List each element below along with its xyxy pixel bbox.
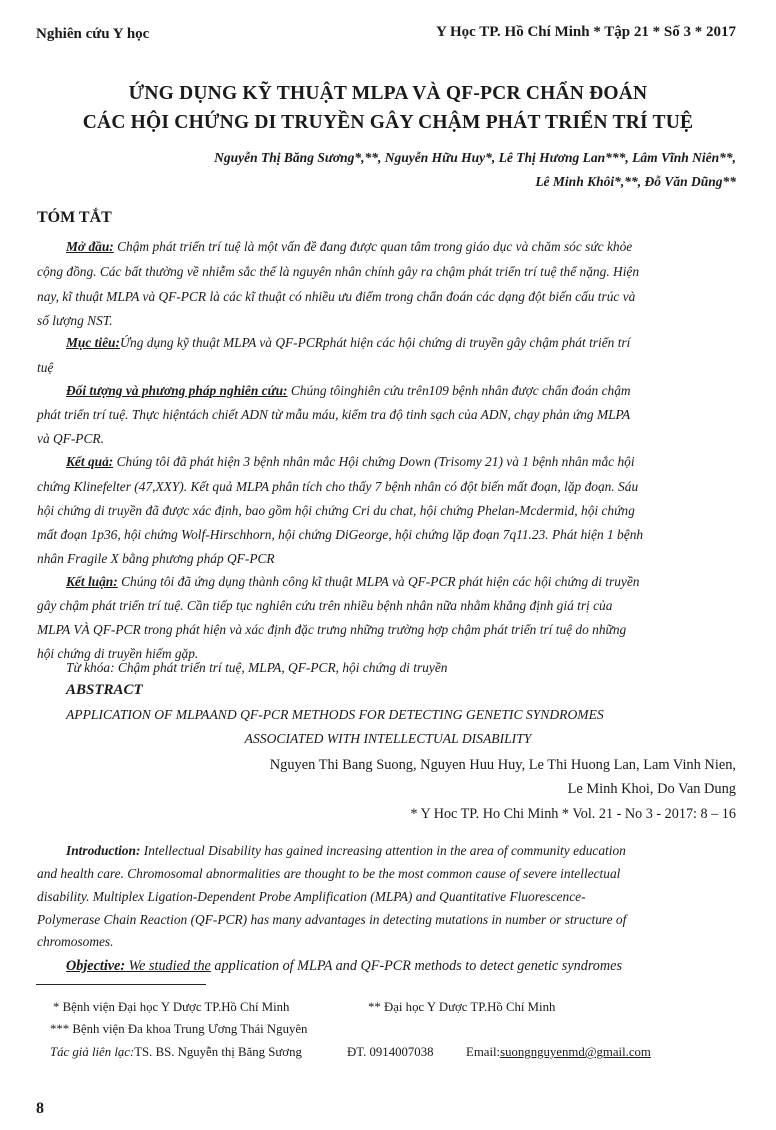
intro-en-line: chromosomes.	[37, 934, 114, 949]
results-vi-line: hội chứng di truyền đã được xác định, bao gồm hội chứng Cri du chat, hội chứng Phelan-Mcdermid, hội chứng	[37, 503, 635, 518]
page-number: 8	[36, 1100, 44, 1117]
footnote-3: *** Bệnh viện Đa khoa Trung Ương Thái Nguyên	[50, 1022, 308, 1036]
methods-vi-line: Đối tượng và phương pháp nghiên cứu: Chúng tôinghiên cứu trên109 bệnh nhân được chẩn đoán chậm	[66, 383, 631, 398]
results-vi-line: mất đoạn 1p36, hội chứng Wolf-Hirschhorn, hội chứng DiGeorge, hội chứng lặp đoạn 7q11.23. Phát hiện 1 bệnh	[37, 527, 644, 542]
conclusion-vi-line: gây chậm phát triển trí tuệ. Cần tiếp tục nghiên cứu trên nhiều bệnh nhân nữa nhằm khẳng định giá trị của	[37, 598, 613, 613]
intro-vi-label: Mở đầu:	[66, 239, 114, 254]
intro-vi-line: số lượng NST.	[37, 313, 113, 328]
contact-line	[50, 1045, 302, 1060]
journal-issue: Y Học TP. Hồ Chí Minh * Tập 21 * Số 3 * 2017	[435, 24, 736, 40]
objective-en-line: Objective: We studied the application of MLPA and QF-PCR methods to detect genetic syndromes	[66, 958, 622, 974]
objective-vi-label: Mục tiêu:	[66, 335, 120, 350]
results-vi-label: Kết quả:	[66, 454, 114, 469]
conclusion-vi-line: hội chứng di truyền hiếm gặp.	[37, 646, 199, 661]
intro-vi-line: cộng đồng. Các bất thường về nhiễm sắc thể là nguyên nhân chính gây ra chậm phát triển trí tuệ thể nặng. Hiện	[37, 264, 640, 279]
intro-en-line: and health care. Chromosomal abnormalities are thought to be the most common cause of severe intellectual	[37, 866, 621, 881]
conclusion-vi-line: Kết luận: Chúng tôi đã ứng dụng thành công kĩ thuật MLPA và QF-PCR phát hiện các hội chứng di truyền	[66, 574, 640, 589]
title-en-line-2: ASSOCIATED WITH INTELLECTUAL DISABILITY	[244, 731, 532, 746]
title-vi-line-1: ỨNG DỤNG KỸ THUẬT MLPA VÀ QF-PCR CHẨN ĐOÁN	[128, 83, 648, 104]
intro-en-line: disability. Multiplex Ligation-Dependent Probe Amplification (MLPA) and Quantitative Fluorescence-	[37, 889, 586, 904]
email-link[interactable]: suongnguyenmd@gmail.com	[500, 1045, 651, 1059]
contact-email[interactable]: Email:suongnguyenmd@gmail.com	[466, 1045, 651, 1059]
results-vi-line: nhân Fragile X bằng phương pháp QF-PCR	[37, 551, 275, 566]
intro-en-line: Introduction: Intellectual Disability has gained increasing attention in the area of community education	[66, 843, 626, 858]
conclusion-vi-label: Kết luận:	[66, 574, 118, 589]
title-vi-line-2: CÁC HỘI CHỨNG DI TRUYỀN GÂY CHẬM PHÁT TRIỂN TRÍ TUỆ	[82, 112, 694, 133]
methods-vi-line: phát triển trí tuệ. Thực hiệntách chiết ADN từ mẫu máu, kiểm tra độ tinh sạch của ADN, chạy phản ứng MLPA	[37, 407, 631, 422]
results-vi-line: chứng Klinefelter (47,XXY). Kết quả MLPA phân tích cho thấy 7 bệnh nhân có đột biến mất đoạn, lặp đoạn. Sáu	[37, 479, 639, 494]
citation: * Y Hoc TP. Ho Chi Minh * Vol. 21 - No 3 - 2017: 8 – 16	[410, 806, 736, 822]
objective-vi-line: Mục tiêu:Ứng dụng kỹ thuật MLPA và QF-PCRphát hiện các hội chứng di truyền gây chậm phát triển trí	[66, 335, 631, 350]
contact-phone: ĐT. 0914007038	[347, 1045, 434, 1059]
objective-vi-line: tuệ	[37, 360, 54, 375]
contact-label: Tác giả liên lạc:	[50, 1045, 135, 1059]
authors-vi-line-1: Nguyễn Thị Băng Sương*,**, Nguyễn Hữu Huy*, Lê Thị Hương Lan***, Lâm Vĩnh Niên**,	[214, 150, 736, 165]
intro-vi-line: nay, kĩ thuật MLPA và QF-PCR là các kĩ thuật có nhiều ưu điểm trong chẩn đoán các dạng đột biến cấu trúc và	[37, 289, 636, 304]
intro-vi-line: Mở đầu: Chậm phát triển trí tuệ là một vấn đề đang được quan tâm trong giáo dục và chăm sóc sức khỏe	[66, 239, 633, 254]
intro-en-label: Introduction:	[66, 843, 141, 858]
abstract-heading: ABSTRACT	[66, 682, 143, 698]
authors-vi-line-2: Lê Minh Khôi*,**, Đỗ Văn Dũng**	[535, 174, 736, 189]
methods-vi-label: Đối tượng và phương pháp nghiên cứu:	[66, 383, 288, 398]
keywords-vi: Từ khóa: Chậm phát triển trí tuệ, MLPA, QF-PCR, hội chứng di truyền	[66, 660, 448, 675]
summary-heading: TÓM TẮT	[37, 209, 112, 226]
objective-en-label: Objective:	[66, 958, 126, 974]
conclusion-vi-line: MLPA VÀ QF-PCR trong phát hiện và xác định đặc trưng những trường hợp chậm phát triển trí tuệ do những	[37, 622, 627, 637]
intro-en-line: Polymerase Chain Reaction (QF-PCR) has many advantages in detecting mutations in number or structure of	[37, 912, 627, 927]
authors-en-line-2: Le Minh Khoi, Do Van Dung	[567, 781, 736, 797]
footnote-divider	[36, 984, 206, 985]
authors-en-line-1: Nguyen Thi Bang Suong, Nguyen Huu Huy, Le Thi Huong Lan, Lam Vinh Nien,	[269, 757, 736, 773]
journal-section: Nghiên cứu Y học	[36, 26, 150, 42]
title-en-line-1: APPLICATION OF MLPAAND QF-PCR METHODS FOR DETECTING GENETIC SYNDROMES	[66, 707, 604, 722]
footnote-1: * Bệnh viện Đại học Y Dược TP.Hồ Chí Minh	[53, 1000, 290, 1014]
results-vi-line: Kết quả: Chúng tôi đã phát hiện 3 bệnh nhân mắc Hội chứng Down (Trisomy 21) và 1 bệnh nhân mắc hội	[66, 454, 635, 469]
methods-vi-line: và QF-PCR.	[37, 431, 104, 446]
footnote-2: ** Đại học Y Dược TP.Hồ Chí Minh	[368, 1000, 556, 1014]
contact-name: TS. BS. Nguyễn thị Băng Sương	[134, 1045, 302, 1059]
